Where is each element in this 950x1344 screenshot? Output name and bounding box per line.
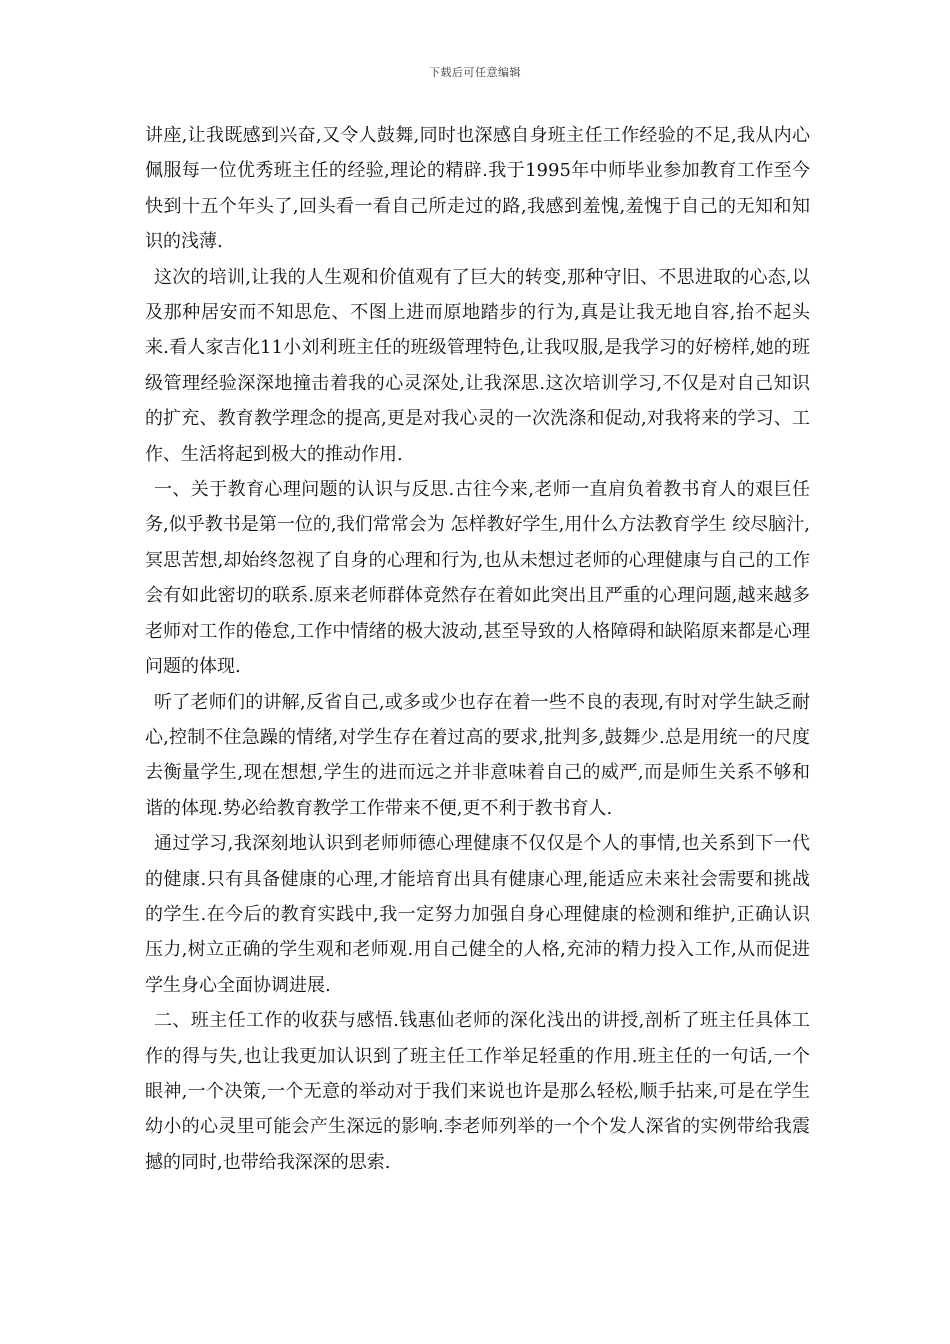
paragraph-4: 听了老师们的讲解,反省自己,或多或少也存在着一些不良的表现,有时对学生缺乏耐心,控制不住急躁的情绪,对学生存在着过高的要求,批判多,鼓舞少.总是用统一的尺度去衡量学生,现在想想,学生的进而远之并非意味着自己的威严,而是师生关系不够和谐的体现.势必给教育教学工作带来不便,更不利于教书育人. [145,691,810,819]
paragraph-3: 一、关于教育心理问题的认识与反思.古往今来,老师一直肩负着教书育人的艰巨任务,似乎教书是第一位的,我们常常会为 怎样教好学生,用什么方法教育学生 绞尽脑汁,冥思苦想,却始终忽视了自身的心理和行为,也从未想过老师的心理健康与自己的工作会有如此密切的联系.原来老师群体竟然存在着如此突出且严重的心理问题,越来越多老师对工作的倦怠,工作中情绪的极大波动,甚至导致的人格障碍和缺陷原来都是心理问题的体现. [145,479,810,678]
page-header-note: 下载后可任意编辑 [429,66,521,79]
paragraph-5: 通过学习,我深刻地认识到老师师德心理健康不仅仅是个人的事情,也关系到下一代的健康.只有具备健康的心理,才能培育出具有健康心理,能适应未来社会需要和挑战的学生.在今后的教育实践中,我一定努力加强自身心理健康的检测和维护,正确认识压力,树立正确的学生观和老师观.用自己健全的人格,充沛的精力投入工作,从而促进学生身心全面协调进展. [145,833,810,996]
paragraph-1: 讲座,让我既感到兴奋,又令人鼓舞,同时也深感自身班主任工作经验的不足,我从内心佩服每一位优秀班主任的经验,理论的精辟.我于1995年中师毕业参加教育工作至今快到十五个年头了,回头看一看自己所走过的路,我感到羞愧,羞愧于自己的无知和知识的浅薄. [145,125,810,253]
document-body [145,118,810,1180]
paragraph-2: 这次的培训,让我的人生观和价值观有了巨大的转变,那种守旧、不思进取的心态,以及那种居安而不知思危、不图上进而原地踏步的行为,真是让我无地自容,抬不起头来.看人家吉化11小刘利班主任的班级管理特色,让我叹服,是我学习的好榜样,她的班级管理经验深深地撞击着我的心灵深处,让我深思.这次培训学习,不仅是对自己知识的扩充、教育教学理念的提高,更是对我心灵的一次洗涤和促动,对我将来的学习、工作、生活将起到极大的推动作用. [145,266,810,465]
paragraph-6: 二、班主任工作的收获与感悟.钱惠仙老师的深化浅出的讲授,剖析了班主任具体工作的得与失,也让我更加认识到了班主任工作举足轻重的作用.班主任的一句话,一个眼神,一个决策,一个无意的举动对于我们来说也许是那么轻松,顺手拈来,可是在学生幼小的心灵里可能会产生深远的影响.李老师列举的一个个发人深省的实例带给我震撼的同时,也带给我深深的思索. [145,1010,810,1173]
